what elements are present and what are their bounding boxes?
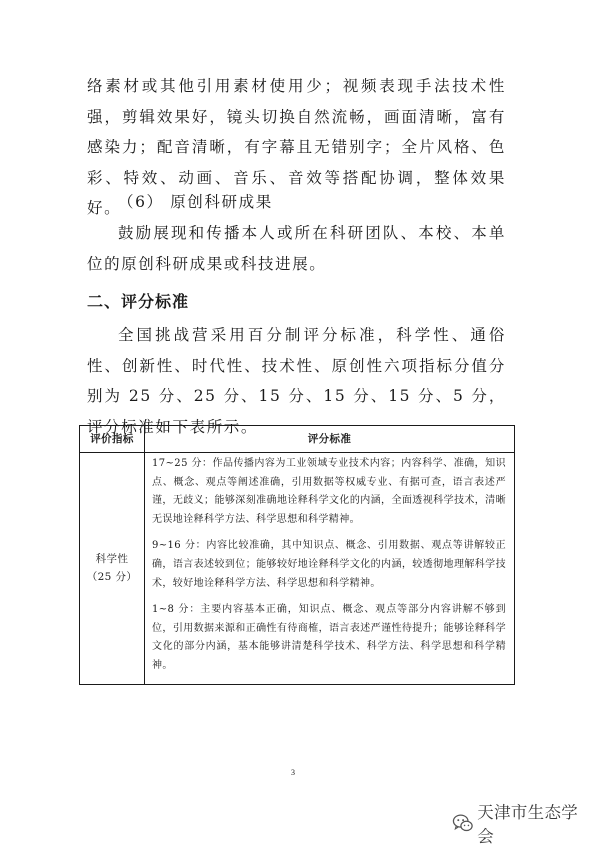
indicator-score: （25 分） bbox=[86, 571, 138, 584]
table-header-row bbox=[80, 426, 515, 453]
table-row bbox=[80, 453, 515, 685]
criteria-level-high: 17~25 分：作品传播内容为工业领域专业技术内容；内容科学、准确，知识点、概念、观点等阐述准确，引用数据等权威专业、有据可查，语言表述严谨，无歧义；能够深刻准确地诠释科学文化的内涵，全面透视科学技术，清晰无误地诠释科学方法、科学思想和科学精神。 bbox=[152, 458, 506, 525]
page-number: 3 bbox=[291, 768, 295, 777]
criteria-level-low: 1~8 分：主要内容基本正确，知识点、概念、观点等部分内容讲解不够到位，引用数据来源和正确性有待商榷，语言表述严谨性待提升；能够诠释科学文化的部分内涵，基本能够讲清楚科学技术、科学方法、科学思想和科学精神。 bbox=[152, 604, 506, 671]
wechat-icon bbox=[452, 813, 473, 833]
body-paragraph: 鼓励展现和传播本人或所在科研团队、本校、本单位的原创科研成果或科技进展。 bbox=[87, 224, 506, 273]
table-header-indicator: 评价指标 bbox=[80, 426, 145, 453]
indicator-name: 科学性 bbox=[95, 553, 129, 566]
subheading-original-research: （6） 原创科研成果 bbox=[118, 193, 273, 211]
criteria-cell bbox=[145, 453, 515, 685]
body-paragraph: 全国挑战营采用百分制评分标准，科学性、通俗性、创新性、时代性、技术性、原创性六项指标分值分别为 25 分、25 分、15 分、15 分、15 分、5 分，评分标准如下表所示。 bbox=[87, 326, 506, 436]
criteria-level-mid: 9~16 分：内容比较准确，其中知识点、概念、引用数据、观点等讲解较正确，语言表述较到位；能够较好地诠释科学文化的内涵，较透彻地理解科学技术，较好地诠释科学方法、科学思想和科学精神。 bbox=[152, 540, 506, 589]
scoring-table bbox=[79, 425, 515, 685]
body-paragraph: 络素材或其他引用素材使用少；视频表现手法技术性强，剪辑效果好，镜头切换自然流畅，画面清晰，富有感染力；配音清晰，有字幕且无错别字；全片风格、色彩、特效、动画、音乐、音效等搭配协调，整体效果好。 bbox=[87, 77, 506, 217]
indicator-cell bbox=[80, 453, 145, 685]
table-header-criteria: 评分标准 bbox=[145, 426, 515, 453]
section-heading: 二、评分标准 bbox=[87, 292, 190, 311]
watermark-text: 天津市生态学会 bbox=[477, 803, 579, 846]
